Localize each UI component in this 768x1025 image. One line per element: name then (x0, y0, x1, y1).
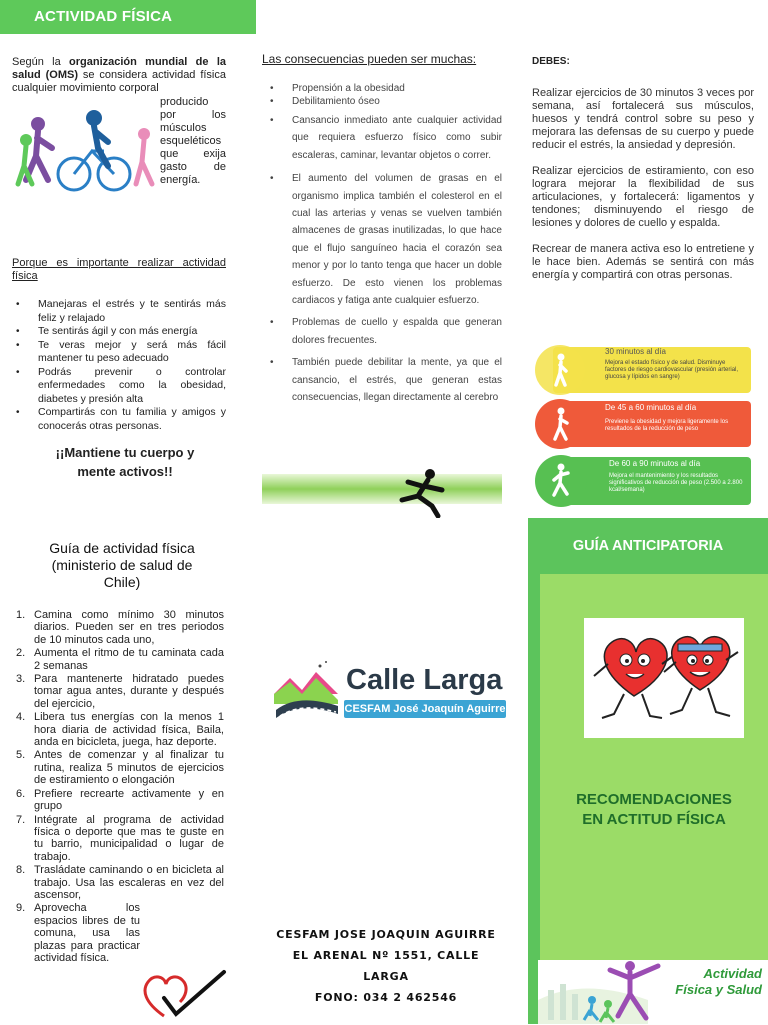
list-item: • También puede debilitar la mente, ya que el cansancio, el estrés, que generan estas consecuencias, llegan directamente al cerebro (292, 354, 502, 406)
intro-before: Según la (12, 56, 70, 68)
list-item: • Manejaras el estrés y te sentirás más feliz y relajado (38, 298, 226, 325)
footer-line: EL ARENAL Nº 1551, CALLE (292, 949, 480, 962)
badge-line: Física y Salud (675, 982, 762, 997)
runner-icon (551, 463, 571, 497)
contact-footer (268, 924, 504, 1008)
consequences-heading: Las consecuencias pueden ser muchas: (262, 52, 477, 66)
cover-top-label: GUÍA ANTICIPATORIA (572, 538, 724, 554)
list-item: 9. Aprovecha los espacios libres de tu comuna, usa las plazas para practicar actividad física. (16, 902, 140, 964)
level-title: 30 minutos al día (605, 347, 666, 356)
list-item: 7. Intégrate al programa de actividad física o deporte que mas te guste en tu barrio, municipalidad o lugar de trabajo. (16, 813, 224, 863)
intro-wrap-line: energía. (160, 174, 201, 186)
debes-section (532, 56, 754, 282)
guide-item-text: Para mantenerte hidratado puedes tomar agua antes, durante y después del ejercicio, (34, 673, 224, 710)
slogan-line: mente activos!! (77, 464, 173, 479)
logo-main-text: Calle Larga (346, 664, 503, 696)
guide-title-line: Chile) (103, 574, 141, 590)
cover-title-line: EN ACTITUD FÍSICA (582, 811, 726, 828)
cover-panel (528, 518, 768, 1024)
guide-item-text: Antes de comenzar y al finalizar tu rutina, realiza 5 minutos de ejercicios de estiramiento o elongación (34, 749, 224, 787)
family-cycling-illustration (12, 96, 158, 194)
list-item: • Debilitamiento óseo (292, 95, 502, 108)
footer-line: FONO: 034 2 462546 (314, 991, 458, 1004)
guide-item-text: Aprovecha los espacios libres de tu comuna, usa las plazas para practicar actividad física. (34, 902, 140, 964)
list-item: 5. Antes de comenzar y al finalizar tu rutina, realiza 5 minutos de ejercicios de estiramiento o elongación (16, 749, 224, 787)
list-item: 6. Prefiere recrearte activamente y en grupo (16, 787, 224, 813)
heart-check-icon (142, 968, 228, 1020)
footer-line: CESFAM JOSE JOAQUIN AGUIRRE (276, 928, 496, 941)
cover-title-line: RECOMENDACIONES (576, 791, 732, 808)
intro-wrap-text (160, 96, 226, 187)
debes-paragraph: Recrear de manera activa eso lo entretiene y le hace bien. Además se sentirá con más energía y compartirá con otras personas. (532, 243, 754, 281)
guide-item-text: Prefiere recrearte activamente y en grupo (34, 787, 224, 813)
level-text: Previene la obesidad y mejora ligeramente los resultados de la reducción de peso (605, 419, 729, 432)
list-item: 2. Aumenta el ritmo de tu caminata cada 2 semanas (16, 647, 224, 672)
list-item: • Te veras mejor y será más fácil mantener tu peso adecuado (38, 339, 226, 366)
slogan (30, 443, 220, 481)
badge-line: Actividad (703, 966, 762, 981)
badge-text (662, 966, 762, 998)
list-item: • Podrás prevenir o controlar enfermedades como la obesidad, diabetes y presión alta (38, 366, 226, 407)
intro-org: organización mundial de la salud (OMS) (12, 56, 226, 81)
guide-item-text: Trasládate caminando o en bicicleta al trabajo. Usa las escaleras en vez del ascensor, (34, 864, 224, 901)
banner-title: ACTIVIDAD FÍSICA (34, 8, 173, 25)
debes-paragraph: Realizar ejercicios de estiramiento, con eso lograra mejorar la flexibilidad de sus articulaciones, y fortalecerá: ligamentos y tendones; disminuyendo el riesgo de lesiones y dolores de cuello y espalda. (532, 165, 754, 229)
guide-item-text: Aumenta el ritmo de tu caminata cada 2 semanas (34, 647, 224, 672)
intro-text (12, 56, 226, 95)
level-title: De 45 a 60 minutos al día (605, 403, 697, 412)
walker-icon (551, 353, 571, 387)
list-item: • Cansancio inmediato ante cualquier actividad que requiera esfuerzo físico como subir escaleras, caminar, levantar objetos o correr. (292, 112, 502, 164)
intro-wrap-line: que exija (160, 148, 226, 160)
calle-larga-logo (272, 660, 512, 724)
list-item: • Te sentirás ágil y con más energía (38, 325, 226, 339)
guide-title-line: Guía de actividad física (49, 540, 195, 556)
guide-item-text: Camina como mínimo 30 minutos diarios. Pueden ser en tres periodos de 10 minutos cada uno, (34, 609, 224, 646)
intro-after: se considera actividad física cualquier movimiento corporal (12, 69, 226, 94)
list-item: 8. Trasládate caminando o en bicicleta al trabajo. Usa las escaleras en vez del ascensor, (16, 864, 224, 901)
level-text: Mejora el estado físico y de salud. Disminuye factores de riesgo cardiovascular (presión arterial, glucosa y lípidos en sangre) (605, 360, 739, 380)
debes-heading: DEBES: (532, 56, 570, 67)
intro-wrap-line: gasto de (160, 161, 226, 173)
list-item: • Propensión a la obesidad (292, 82, 502, 95)
why-list (12, 298, 226, 433)
intro-wrap-line: por los (160, 109, 226, 121)
guide-item-text: Libera tus energías con la menos 1 hora diaria de actividad física, Baila, anda en bicicleta, juega, haz deporte. (34, 711, 224, 749)
slogan-line: ¡¡Mantiene tu cuerpo y (55, 445, 195, 460)
list-item: • Compartirás con tu familia y amigos y conocerás otras personas. (38, 406, 226, 433)
list-item: • Problemas de cuello y espalda que generan dolores frecuentes. (292, 314, 502, 349)
runner-banner (262, 466, 502, 518)
guide-title-line: (ministerio de salud de (51, 557, 193, 573)
list-item: 1. Camina como mínimo 30 minutos diarios. Pueden ser en tres periodos de 10 minutos cada uno, (16, 609, 224, 646)
cover-title (540, 790, 768, 830)
cover-inner (540, 574, 768, 1020)
actividad-fisica-banner (0, 0, 256, 34)
consequences-section (262, 52, 502, 407)
why-heading: Porque es importante realizar actividad física (12, 257, 226, 282)
guide-list (16, 609, 224, 965)
activity-health-badge (538, 960, 768, 1024)
footer-line: LARGA (363, 970, 409, 983)
intro-wrap-line: músculos (160, 122, 207, 134)
list-item: • El aumento del volumen de grasas en el organismo implica también el colesterol en el cual las arterias y venas se vuelven también almacenes de grasas inutilizadas, lo que hace que el flujo sanguíneo hacia el corazón sea menor y por lo tanto tenga que hacer un doble esfuerzo. De esto vienen los problemas cardiacos y fatiga ante cualquier esfuerzo. (292, 170, 502, 309)
list-item: 3. Para mantenerte hidratado puedes tomar agua antes, durante y después del ejercicio, (16, 673, 224, 710)
running-hearts-illustration (584, 618, 744, 738)
activity-levels-graphic (533, 343, 753, 511)
logo-sub-text: CESFAM José Joaquín Aguirre (344, 700, 506, 718)
guide-title (24, 540, 220, 591)
walker-icon (551, 407, 571, 441)
level-text: Mejora el mantenimiento y los resultados significativos de reducción de peso (2.500 a 2.800 kcal/semana) (609, 473, 743, 493)
debes-paragraph: Realizar ejercicios de 30 minutos 3 veces por semana, así fortalecerá sus músculos, huesos y tendrá control sobre su peso y mejorara las defensas de su cuerpo y puede reducir el estrés, la ansiedad y depresión. (532, 87, 754, 151)
level-title: De 60 a 90 minutos al día (609, 459, 701, 468)
intro-wrap-line: producido (160, 96, 209, 108)
intro-wrap-line: esqueléticos (160, 135, 222, 147)
guide-item-text: Intégrate al programa de actividad física o deporte que mas te guste en tu barrio, municipalidad o lugar de trabajo. (34, 813, 224, 863)
list-item: 4. Libera tus energías con la menos 1 hora diaria de actividad física, Baila, anda en bicicleta, juega, haz deporte. (16, 711, 224, 749)
